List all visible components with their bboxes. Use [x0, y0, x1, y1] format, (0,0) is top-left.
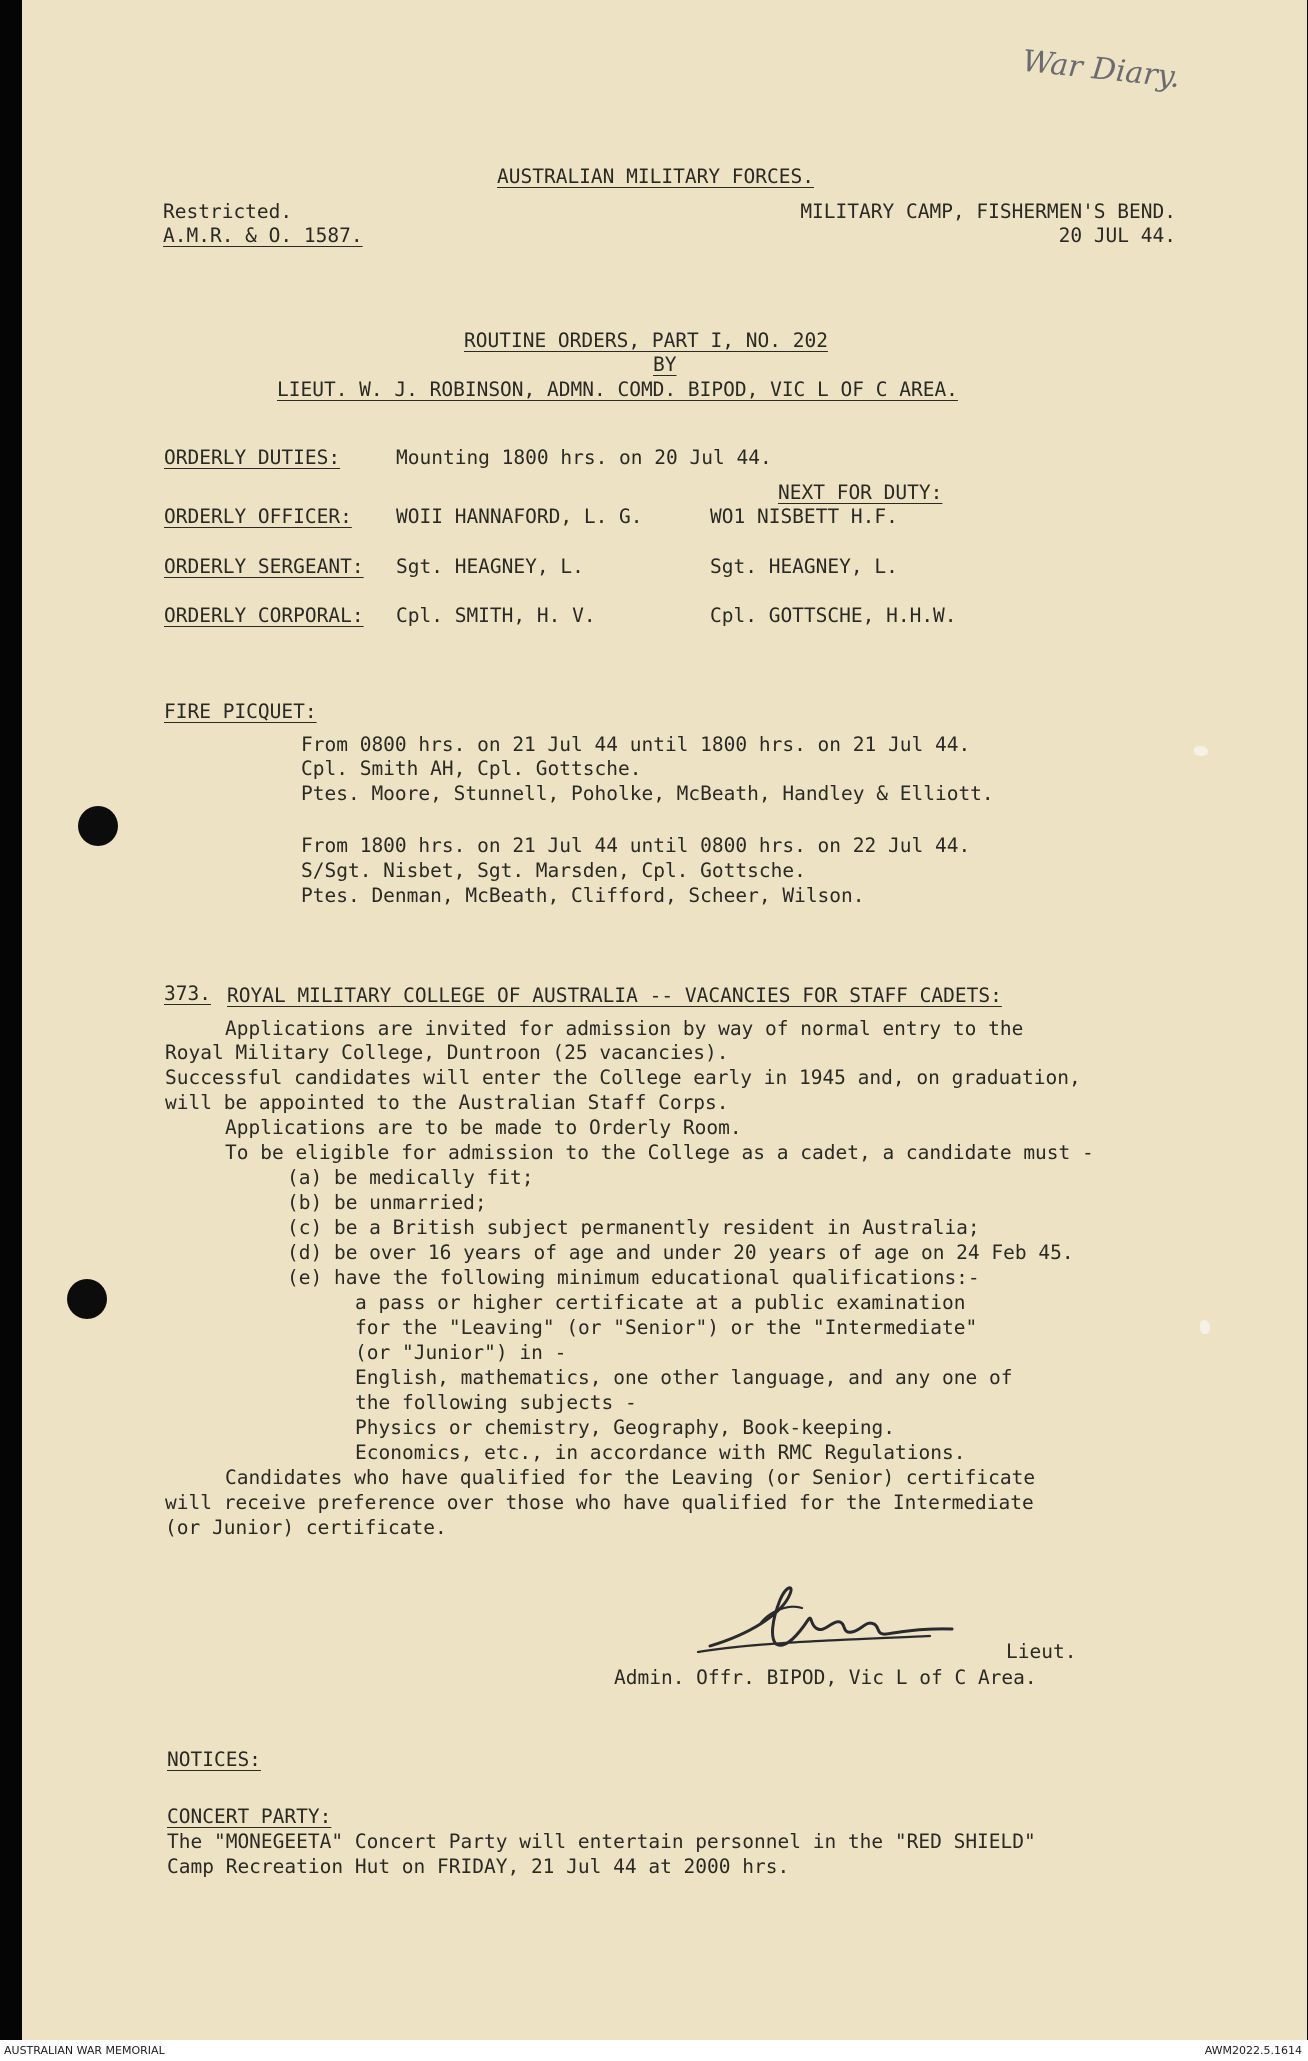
section-line: Applications are invited for admission by way of normal entry to the — [225, 1017, 1024, 1040]
duty-row-label: ORDERLY OFFICER: — [164, 505, 352, 528]
punch-hole — [67, 1279, 107, 1319]
duty-row-next: WO1 NISBETT H.F. — [710, 505, 898, 528]
picquet-line: Cpl. Smith AH, Cpl. Gottsche. — [301, 757, 642, 780]
duty-row-label: ORDERLY SERGEANT: — [164, 555, 364, 578]
section-line: To be eligible for admission to the College as a cadet, a candidate must - — [225, 1141, 1094, 1164]
duty-row-next: Sgt. HEAGNEY, L. — [710, 555, 898, 578]
qualification-line: Physics or chemistry, Geography, Book-keeping. — [355, 1416, 896, 1439]
restricted-label: Restricted. — [163, 200, 293, 223]
duty-row-current: Sgt. HEAGNEY, L. — [396, 555, 584, 578]
punch-hole — [78, 806, 118, 846]
concert-party-label: CONCERT PARTY: — [167, 1805, 332, 1828]
section-line: Applications are to be made to Orderly Room. — [225, 1116, 742, 1139]
orders-heading-line3: LIEUT. W. J. ROBINSON, ADMN. COMD. BIPOD, VIC L OF C AREA. — [277, 378, 958, 401]
qualification-line: for the "Leaving" (or "Senior") or the "Intermediate" — [355, 1316, 978, 1339]
concert-line: Camp Recreation Hut on FRIDAY, 21 Jul 44 at 2000 hrs. — [167, 1855, 790, 1878]
location: MILITARY CAMP, FISHERMEN'S BEND. — [800, 200, 1176, 223]
orderly-duties-label: ORDERLY DUTIES: — [164, 446, 341, 469]
eligibility-item: (a) be medically fit; — [287, 1166, 534, 1189]
duty-row-label: ORDERLY CORPORAL: — [164, 604, 364, 627]
next-for-duty-label: NEXT FOR DUTY: — [778, 481, 943, 504]
qualification-line: (or "Junior") in - — [355, 1341, 567, 1364]
paper-damage — [1200, 1320, 1210, 1334]
qualification-line: a pass or higher certificate at a public examination — [355, 1291, 966, 1314]
signature-title: Admin. Offr. BIPOD, Vic L of C Area. — [614, 1666, 1037, 1689]
signature-rank: Lieut. — [1006, 1640, 1077, 1663]
section-line: Successful candidates will enter the College early in 1945 and, on graduation, — [165, 1066, 1081, 1089]
eligibility-item: (c) be a British subject permanently resident in Australia; — [287, 1216, 980, 1239]
document-page — [22, 0, 1307, 2040]
section-heading: ROYAL MILITARY COLLEGE OF AUSTRALIA -- VACANCIES FOR STAFF CADETS: — [227, 984, 1002, 1007]
footer-institution: AUSTRALIAN WAR MEMORIAL — [4, 2044, 165, 2057]
orders-heading-line1: ROUTINE ORDERS, PART I, NO. 202 — [464, 329, 828, 352]
footer-reference: AWM2022.5.1614 — [1204, 2044, 1302, 2057]
eligibility-item: (e) have the following minimum educational qualifications:- — [287, 1266, 980, 1289]
document-title: AUSTRALIAN MILITARY FORCES. — [497, 165, 814, 188]
regulation-ref: A.M.R. & O. 1587. — [163, 224, 363, 247]
picquet-line: Ptes. Moore, Stunnell, Poholke, McBeath, Handley & Elliott. — [301, 782, 994, 805]
qualification-line: English, mathematics, one other language, and any one of — [355, 1366, 1013, 1389]
orders-heading-line2: BY — [653, 353, 677, 376]
section-line: (or Junior) certificate. — [165, 1516, 447, 1539]
section-line: will receive preference over those who have qualified for the Intermediate — [165, 1491, 1034, 1514]
picquet-line: Ptes. Denman, McBeath, Clifford, Scheer, Wilson. — [301, 884, 865, 907]
qualification-line: Economics, etc., in accordance with RMC Regulations. — [355, 1441, 966, 1464]
duty-row-next: Cpl. GOTTSCHE, H.H.W. — [710, 604, 957, 627]
section-line: Royal Military College, Duntroon (25 vacancies). — [165, 1041, 729, 1064]
document-date: 20 JUL 44. — [1058, 224, 1176, 247]
qualification-line: the following subjects - — [355, 1391, 637, 1414]
notices-label: NOTICES: — [167, 1748, 261, 1771]
picquet-line: From 0800 hrs. on 21 Jul 44 until 1800 hrs. on 21 Jul 44. — [301, 733, 971, 756]
eligibility-item: (b) be unmarried; — [287, 1191, 487, 1214]
picquet-line: From 1800 hrs. on 21 Jul 44 until 0800 hrs. on 22 Jul 44. — [301, 834, 971, 857]
archive-footer — [0, 2040, 1308, 2061]
duty-row-current: WOII HANNAFORD, L. G. — [396, 505, 643, 528]
handwritten-note: War Diary. — [1020, 43, 1182, 96]
section-line: Candidates who have qualified for the Leaving (or Senior) certificate — [225, 1466, 1036, 1489]
duty-row-current: Cpl. SMITH, H. V. — [396, 604, 596, 627]
orderly-duties-value: Mounting 1800 hrs. on 20 Jul 44. — [396, 446, 772, 469]
signature-image — [690, 1580, 1000, 1662]
paper-damage — [1194, 746, 1208, 756]
eligibility-item: (d) be over 16 years of age and under 20 years of age on 24 Feb 45. — [287, 1241, 1074, 1264]
concert-line: The "MONEGEETA" Concert Party will entertain personnel in the "RED SHIELD" — [167, 1830, 1036, 1853]
picquet-line: S/Sgt. Nisbet, Sgt. Marsden, Cpl. Gottsche. — [301, 859, 806, 882]
section-number: 373. — [164, 982, 211, 1005]
section-line: will be appointed to the Australian Staff Corps. — [165, 1091, 729, 1114]
fire-picquet-label: FIRE PICQUET: — [164, 700, 317, 723]
